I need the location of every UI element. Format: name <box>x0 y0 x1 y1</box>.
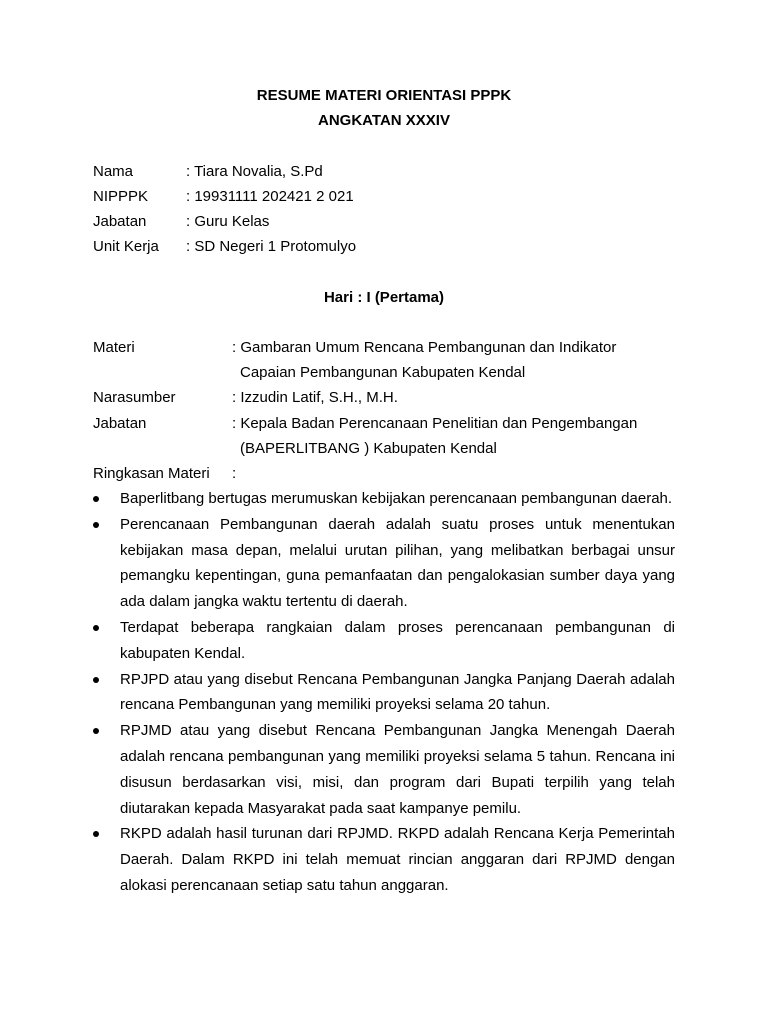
list-item-text: RKPD adalah hasil turunan dari RPJMD. RKPD adalah Rencana Kerja Pemerintah Daerah. Dalam RKPD ini telah memuat rincian anggaran dari RPJMD dengan alokasi perencanaan setiap satu tahun anggaran. <box>120 825 675 894</box>
narasumber-value: : Izzudin Latif, S.H., M.H. <box>232 389 398 406</box>
jabatan-value-line1: : Kepala Badan Perencanaan Penelitian dan Pengembangan <box>232 415 638 432</box>
bullet-icon <box>93 728 99 734</box>
bullet-icon <box>93 625 99 631</box>
list-item-text: Terdapat beberapa rangkaian dalam proses perencanaan pembangunan di kabupaten Kendal. <box>120 618 675 662</box>
document-subtitle: ANGKATAN XXXIV <box>318 112 450 129</box>
materi-value-line1: : Gambaran Umum Rencana Pembangunan dan Indikator <box>232 339 617 356</box>
list-item <box>93 667 675 719</box>
list-item-text: RPJMD atau yang disebut Rencana Pembangunan Jangka Menengah Daerah adalah rencana pembangunan yang memiliki proyeksi selama 5 tahun. Rencana ini disusun berdasarkan visi, misi, dan program dari Bupati terpilih yang telah diutarakan kepada Masyarakat pada saat kampanye pemilu. <box>120 722 675 817</box>
list-item <box>93 821 675 898</box>
materi-label: Materi <box>93 339 135 356</box>
day-heading: Hari : I (Pertama) <box>323 289 445 306</box>
identity-value: : Tiara Novalia, S.Pd <box>186 163 323 180</box>
identity-label: NIPPPK <box>93 188 149 205</box>
bullet-icon <box>93 677 99 683</box>
ringkasan-colon: : <box>232 465 237 482</box>
list-item <box>93 512 675 615</box>
identity-label: Nama <box>93 163 134 180</box>
list-item-text: Baperlitbang bertugas merumuskan kebijakan perencanaan pembangunan daerah. <box>120 490 673 507</box>
summary-list <box>93 486 675 899</box>
bullet-icon <box>93 831 99 837</box>
list-item <box>93 718 675 821</box>
list-item-text: Perencanaan Pembangunan daerah adalah suatu proses untuk menentukan kebijakan masa depan, melalui urutan pilihan, yang melibatkan berbagai unsur pemangku kepentingan, guna pemanfaatan dan pengalokasian sumber daya yang ada dalam jangka waktu tertentu di daerah. <box>120 515 675 611</box>
jabatan-label: Jabatan <box>93 415 147 432</box>
jabatan-value-line2: (BAPERLITBANG ) Kabupaten Kendal <box>240 440 497 457</box>
ringkasan-label: Ringkasan Materi <box>93 465 210 482</box>
materi-value-line2: Capaian Pembangunan Kabupaten Kendal <box>240 364 526 381</box>
list-item <box>93 486 675 512</box>
narasumber-label: Narasumber <box>93 389 176 406</box>
identity-label: Jabatan <box>93 213 147 230</box>
identity-label: Unit Kerja <box>93 238 159 255</box>
bullet-icon <box>93 522 99 528</box>
bullet-icon <box>93 496 99 502</box>
identity-value: : SD Negeri 1 Protomulyo <box>186 238 357 255</box>
list-item <box>93 615 675 667</box>
identity-value: : Guru Kelas <box>186 213 270 230</box>
document-title: RESUME MATERI ORIENTASI PPPK <box>256 87 512 104</box>
list-item-text: RPJPD atau yang disebut Rencana Pembangunan Jangka Panjang Daerah adalah rencana Pembangunan yang memiliki proyeksi selama 20 tahun. <box>120 670 675 714</box>
identity-value: : 19931111 202421 2 021 <box>186 188 354 205</box>
